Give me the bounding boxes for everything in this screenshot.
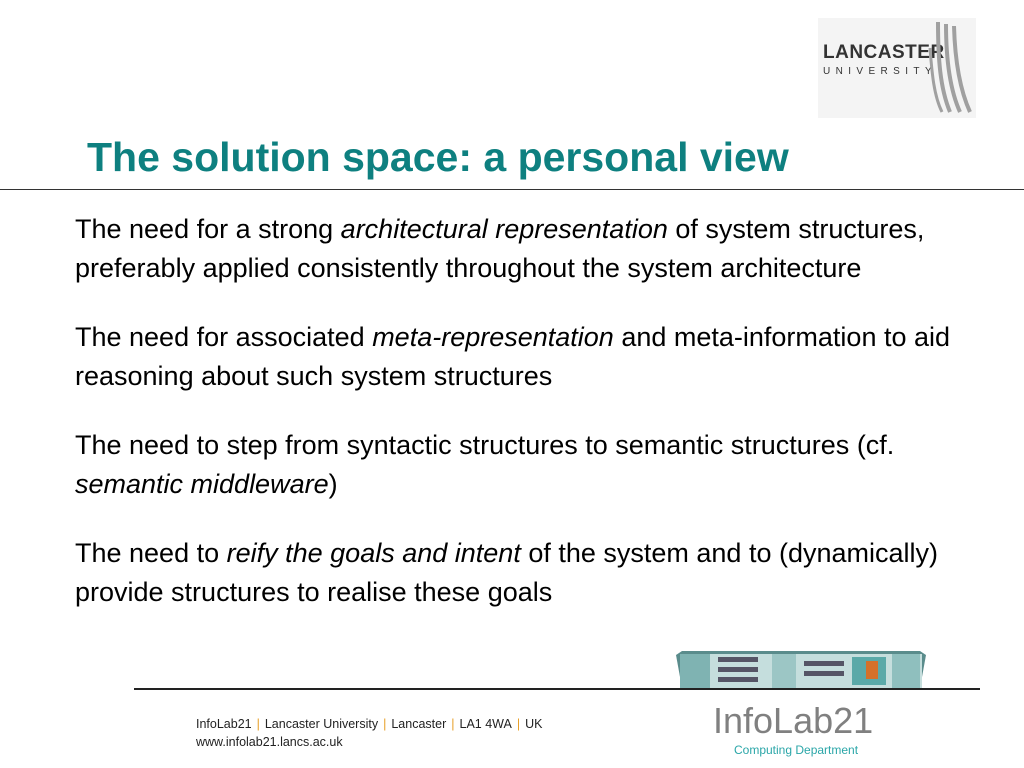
separator: | — [256, 717, 260, 731]
emphasis: reify the goals and intent — [226, 538, 521, 568]
footer-postcode: LA1 4WA — [459, 717, 512, 731]
emphasis: meta-representation — [372, 322, 614, 352]
footer-university: Lancaster University — [264, 717, 379, 731]
footer-url: www.infolab21.lancs.ac.uk — [196, 735, 343, 749]
lancaster-emblem-icon — [924, 18, 976, 118]
slide-title: The solution space: a personal view — [87, 134, 789, 180]
department-label: Computing Department — [734, 743, 859, 757]
footer-country: UK — [525, 717, 543, 731]
logo-subtitle: UNIVERSITY — [823, 66, 938, 77]
infolab-brand: InfoLab21 — [713, 700, 874, 741]
footer-org: InfoLab21 — [196, 717, 252, 731]
footer-divider — [134, 688, 980, 690]
emphasis: semantic middleware — [75, 468, 329, 499]
emphasis: architectural representation — [340, 214, 668, 244]
separator: | — [383, 717, 387, 731]
title-divider — [0, 189, 1024, 190]
footer-address-line — [196, 715, 542, 733]
separator: | — [451, 717, 455, 731]
separator: | — [516, 717, 521, 731]
footer-city: Lancaster — [391, 717, 447, 731]
slide-body — [75, 210, 975, 642]
bullet-4: The need to reify the goals and intent of the system and to (dynamically) provide structures to realise these goals — [75, 538, 938, 607]
bullet-2: The need for associated meta-representation and meta-information to aid reasoning about such system structures — [75, 322, 951, 391]
footer-address — [196, 715, 542, 751]
logo-name: LANCASTER — [823, 42, 945, 63]
bullet-3: The need to step from syntactic structures to semantic structures (cf. semantic middleware) — [75, 430, 895, 499]
bullet-1: The need for a strong architectural representation of system structures, preferably applied consistently throughout the system architecture — [75, 214, 925, 283]
infolab-building-icon — [676, 651, 926, 691]
lancaster-university-logo — [818, 18, 976, 118]
